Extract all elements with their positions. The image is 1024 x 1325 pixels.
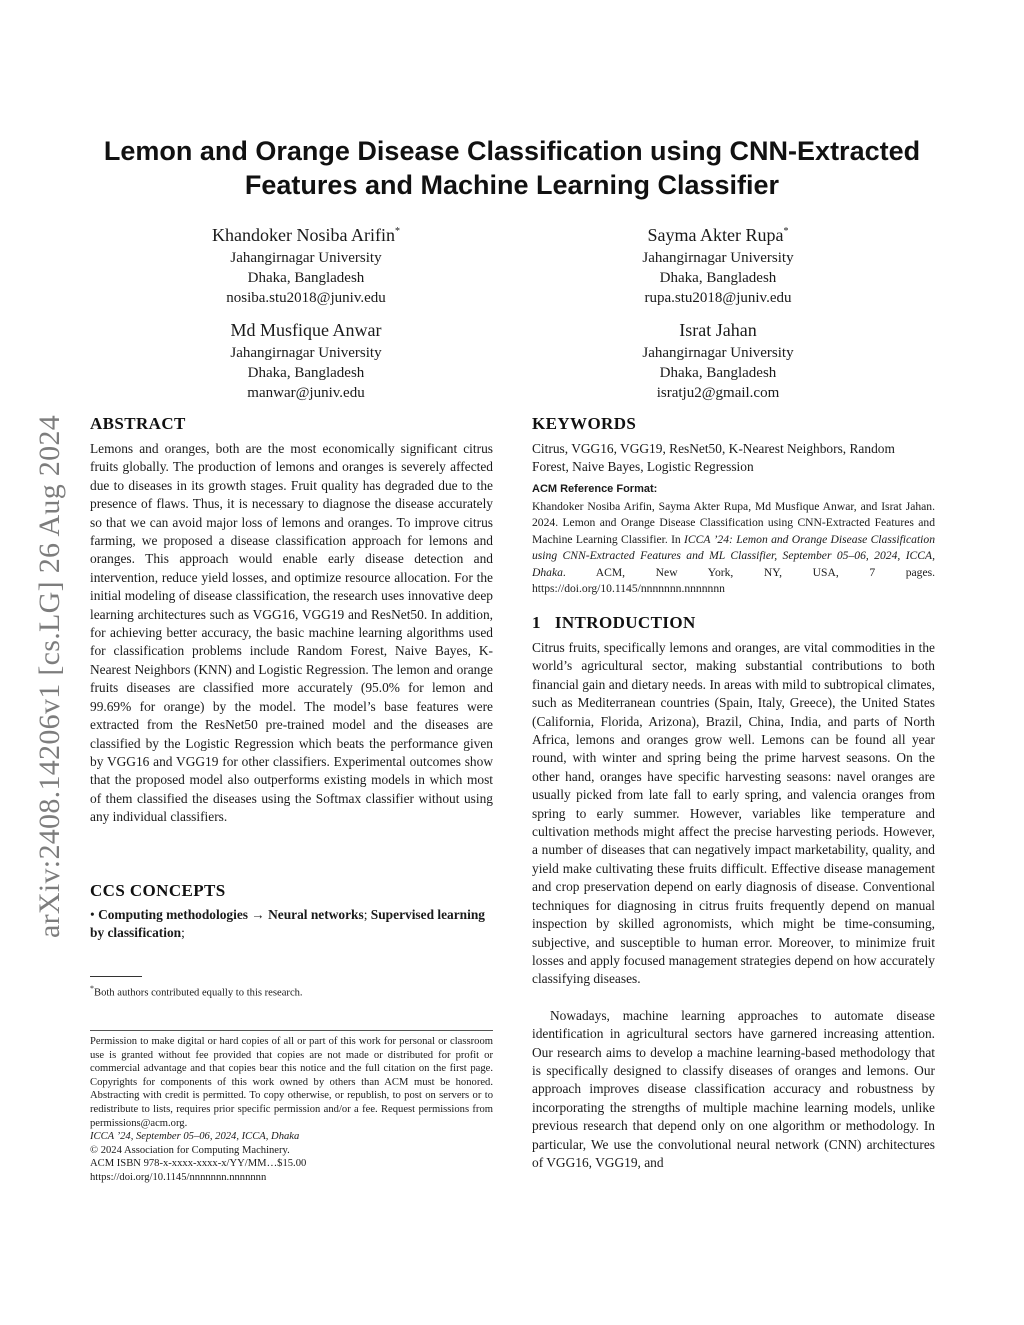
introduction-paragraph-1: Citrus fruits, specifically lemons and oranges, are vital commodities in the world’s agricultural sector, making substantial contributions to both financial gain and dietary needs. In areas with mild to subtropical climates, such as Mediterranean countries (Spain, Italy, Greece), the United States (California, Florida, Arizona), Brazil, China, India, and parts of North Africa, lemons and oranges grow well. Lemons can be found all year round, with winter and spring being the prime harvest seasons. On the other hand, oranges have specific harvesting seasons: navel oranges are usually picked from late fall to early spring, and valencia oranges from spring to early summer. However, variables like temperature and cultivation methods might affect the precise harvesting periods. However, a number of diseases that can negatively impact marketability, quality, and yield make cultivating these fruits difficult. Effective disease management and crop preservation depend on early diagnosis of disease. Conventional techniques for diagnosing in citrus fruits frequently depend on manual inspection by skilled agronomists, which might be time-consuming, subjective, and susceptible to human error. Moreover, to minimize fruit losses and apply focused management strategies depend on how accurately classifying diseases. <box>532 640 935 987</box>
isbn-line: ACM ISBN 978-x-xxxx-xxxx-x/YY/MM…$15.00 <box>90 1158 307 1170</box>
introduction-section <box>532 612 935 1172</box>
author-email: rupa.stu2018@juniv.edu <box>644 290 792 306</box>
abstract-section <box>90 413 493 827</box>
arxiv-identifier: arXiv:2408.14206v1 [cs.LG] 26 Aug 2024 <box>33 414 66 938</box>
abstract-heading: ABSTRACT <box>90 414 186 433</box>
paper-title <box>60 134 964 202</box>
permission-text: Permission to make digital or hard copies of all or part of this work for personal or classroom use is granted without fee provided that copies are not made or distributed for profit or commercial advantage and that copies bear this notice and the full citation on the first page. Copyrights for components of this work owned by others than ACM must be honored. Abstracting with credit is permitted. To copy otherwise, or republish, to post on servers or to redistribute to lists, requires prior specific permission and/or a fee. Request permissions from permissions@acm.org. <box>90 1036 493 1129</box>
permission-block <box>90 1035 493 1185</box>
footnote-text: Both authors contributed equally to this research. <box>94 987 303 999</box>
author-footnote-mark: * <box>394 226 400 237</box>
author-location: Dhaka, Bangladesh <box>247 270 365 286</box>
conference-line: ICCA ’24, September 05–06, 2024, ICCA, Dhaka <box>90 1131 300 1143</box>
author-block-4 <box>548 318 888 403</box>
acm-reference-section <box>532 482 935 597</box>
author-affiliation: Jahangirnagar University <box>642 250 794 266</box>
acm-reference-heading: ACM Reference Format: <box>532 483 658 495</box>
title-line-1: Lemon and Orange Disease Classification using CNN-Extracted <box>103 136 921 166</box>
author-name: Md Musfique Anwar <box>230 320 382 340</box>
author-email: manwar@juniv.edu <box>247 385 365 401</box>
keywords-section <box>532 413 935 477</box>
author-affiliation: Jahangirnagar University <box>230 345 382 361</box>
author-block-2 <box>548 220 888 308</box>
ccs-section <box>90 880 493 943</box>
author-location: Dhaka, Bangladesh <box>659 270 777 286</box>
abstract-text: Lemons and oranges, both are the most economically significant citrus fruits globally. The production of lemons and oranges is severely affected due to diseases in its growth stages. Fruit quality has degraded due to the presence of flaws. Thus, it is necessary to diagnose the disease accurately so that we can avoid major loss of lemons and oranges. To improve citrus farming, we proposed a disease classification approach for lemons and oranges. This approach would enable early disease detection and intervention, reduce yield losses, and optimize resource allocation. For the initial modeling of disease classification, the research uses innovative deep learning architectures such as VGG16, VGG19 and ResNet50. In addition, for achieving better accuracy, the basic machine learning algorithms used for classification problems include Random Forest, Naive Bayes, K-Nearest Neighbors (KNN) and Logistic Regression. The lemon and orange fruits diseases are classified more accurately (95.0% for lemon and 99.69% for orange) by the model. The model’s base features were extracted from the ResNet50 pre-trained model and the diseases are classified by the Logistic Regression which beats the performance given by VGG16 and VGG19 for other classifiers. Experimental outcomes show that the proposed model also outperforms existing models in which most of them classified the diseases using the Softmax classifier without using any individual classifiers. <box>90 441 493 825</box>
author-affiliation: Jahangirnagar University <box>642 345 794 361</box>
author-email: nosiba.stu2018@juniv.edu <box>226 290 386 306</box>
author-block-1 <box>136 220 476 308</box>
introduction-heading: 1 INTRODUCTION <box>532 613 696 632</box>
permission-rule <box>90 1030 493 1031</box>
author-block-3 <box>136 318 476 403</box>
introduction-paragraph-2: Nowadays, machine learning approaches to automate disease identification in agricultural sectors have garnered increasing attention. Our research aims to develop a machine learning-based methodology that is specifically designed to classify diseases of oranges and lemons. Our approach improves disease classification accuracy and robustness by incorporating the strengths of multiple machine learning models, unlike previous research that depend only on one algorithm or methodology. In particular, We use the convolutional neural network (CNN) architectures of VGG16, VGG19, and <box>532 1007 935 1170</box>
author-email: isratju2@gmail.com <box>656 385 780 401</box>
keywords-text: Citrus, VGG16, VGG19, ResNet50, K-Nearest Neighbors, Random Forest, Naive Bayes, Logistic Regression <box>532 441 895 475</box>
author-name: Israt Jahan <box>679 320 757 340</box>
footnote-mark: * <box>90 984 94 993</box>
author-footnote-mark: * <box>783 226 789 237</box>
author-location: Dhaka, Bangladesh <box>247 365 365 381</box>
copyright-line: © 2024 Association for Computing Machinery. <box>90 1144 290 1156</box>
footnote-rule <box>90 976 142 977</box>
ccs-text: • Computing methodologies → Neural networks; Supervised learning by classification; <box>90 907 485 941</box>
doi-line: https://doi.org/10.1145/nnnnnnn.nnnnnnn <box>90 1171 267 1183</box>
author-affiliation: Jahangirnagar University <box>230 250 382 266</box>
author-name: Sayma Akter Rupa* <box>647 225 789 245</box>
title-line-2: Features and Machine Learning Classifier <box>244 170 780 200</box>
acm-reference-text: Khandoker Nosiba Arifin, Sayma Akter Rupa, Md Musfique Anwar, and Israt Jahan. 2024. Lemon and Orange Disease Classification using CNN-Extracted Features and Machine Learning Classifier. In ICCA ’24: Lemon and Orange Disease Classification using CNN-Extracted Features and ML Classifier, September 05–06, 2024, ICCA, Dhaka. ACM, New York, NY, USA, 7 pages. https://doi.org/10.1145/nnnnnnn.nnnnnnn <box>532 500 935 596</box>
keywords-heading: KEYWORDS <box>532 414 637 433</box>
author-name: Khandoker Nosiba Arifin* <box>212 225 400 245</box>
footnote <box>90 982 493 1000</box>
ccs-heading: CCS CONCEPTS <box>90 881 226 900</box>
author-location: Dhaka, Bangladesh <box>659 365 777 381</box>
